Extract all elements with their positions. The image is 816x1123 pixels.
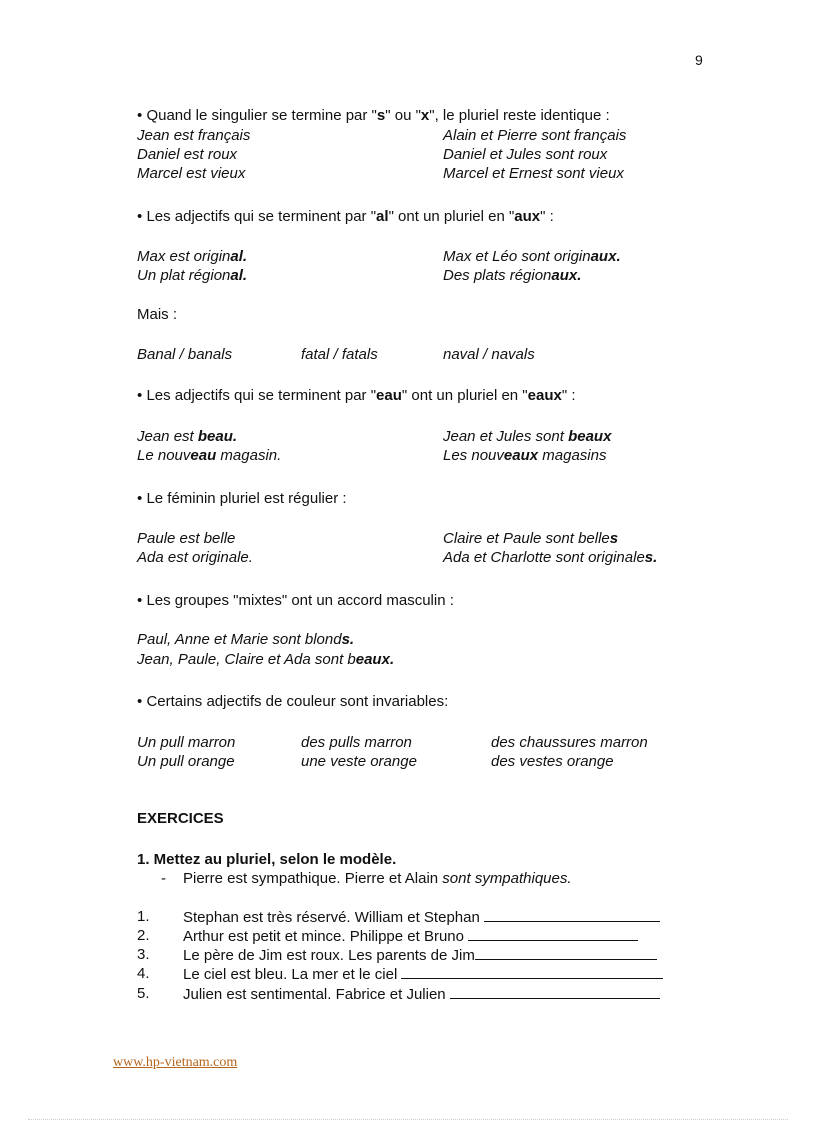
answer-blank[interactable] xyxy=(475,945,657,960)
bullet-icon: • xyxy=(137,490,143,507)
bullet-icon: • xyxy=(137,592,143,609)
rule-feminine-heading: • Le féminin pluriel est régulier : xyxy=(137,490,347,507)
rule-colors-heading: • Certains adjectifs de couleur sont invariables: xyxy=(137,693,449,710)
bullet-icon: • xyxy=(137,387,143,404)
answer-blank[interactable] xyxy=(468,926,638,941)
bullet-icon: • xyxy=(137,107,143,124)
exercise-item-number: 3. xyxy=(137,946,150,963)
exercise-item-number: 1. xyxy=(137,908,150,925)
mais-label: Mais : xyxy=(137,306,178,323)
example-left: Paule est belle xyxy=(137,530,236,547)
bullet-icon: • xyxy=(137,693,143,710)
example-right: Des plats régionaux. xyxy=(443,267,582,284)
example-right: Jean et Jules sont beaux xyxy=(443,428,612,445)
exercises-heading: EXERCICES xyxy=(137,810,224,827)
example-left: Jean est beau. xyxy=(137,428,238,445)
answer-blank[interactable] xyxy=(401,964,663,979)
example-left: Daniel est roux xyxy=(137,146,238,163)
answer-blank[interactable] xyxy=(450,984,660,999)
answer-blank[interactable] xyxy=(484,907,660,922)
footer-link[interactable]: www.hp-vietnam.com xyxy=(113,1055,238,1070)
example-left: Le nouveau magasin. xyxy=(137,447,282,464)
exercise-item-number: 2. xyxy=(137,927,150,944)
color-example: Un pull orange xyxy=(137,753,235,770)
bullet-icon: • xyxy=(137,208,143,225)
exercise-item-number: 5. xyxy=(137,985,150,1002)
example-right: Les nouveaux magasins xyxy=(443,447,607,464)
example-right: Ada et Charlotte sont originales. xyxy=(443,549,658,566)
example-left: Max est original. xyxy=(137,248,248,265)
example-left: Ada est originale. xyxy=(137,549,253,566)
color-example: des chaussures marron xyxy=(491,734,648,751)
rule-eau-heading: • Les adjectifs qui se terminent par "eau" ont un pluriel en "eaux" : xyxy=(137,387,576,404)
exercise-item: Le père de Jim est roux. Les parents de Jim xyxy=(183,945,657,965)
exception-item: Banal / banals xyxy=(137,346,233,363)
example-left: Marcel est vieux xyxy=(137,165,246,182)
page-number: 9 xyxy=(695,52,703,68)
color-example: des vestes orange xyxy=(491,753,614,770)
rule-s-x-heading: • Quand le singulier se termine par "s" ou "x", le pluriel reste identique : xyxy=(137,107,610,124)
example-left: Un plat régional. xyxy=(137,267,248,284)
exercise-item: Arthur est petit et mince. Philippe et Bruno xyxy=(183,926,638,946)
example-right: Alain et Pierre sont français xyxy=(443,127,627,144)
rule-al-heading: • Les adjectifs qui se terminent par "al" ont un pluriel en "aux" : xyxy=(137,208,554,225)
exception-item: naval / navals xyxy=(443,346,535,363)
example-right: Marcel et Ernest sont vieux xyxy=(443,165,624,182)
example-left: Jean est français xyxy=(137,127,251,144)
exercise-item: Le ciel est bleu. La mer et le ciel xyxy=(183,964,663,984)
color-example: une veste orange xyxy=(301,753,417,770)
page-bottom-divider xyxy=(28,1119,788,1120)
rule-mixed-heading: • Les groupes "mixtes" ont un accord masculin : xyxy=(137,592,454,609)
exercise-item-number: 4. xyxy=(137,965,150,982)
exercise-item: Julien est sentimental. Fabrice et Julien xyxy=(183,984,660,1004)
exercise-item: Stephan est très réservé. William et Stephan xyxy=(183,907,660,927)
color-example: Un pull marron xyxy=(137,734,236,751)
exercise-model: Pierre est sympathique. Pierre et Alain sont sympathiques. xyxy=(183,870,572,887)
example-right: Daniel et Jules sont roux xyxy=(443,146,608,163)
example-line: Jean, Paule, Claire et Ada sont beaux. xyxy=(137,651,395,668)
example-right: Max et Léo sont originaux. xyxy=(443,248,621,265)
exercise-model-dash: - xyxy=(161,870,166,887)
example-right: Claire et Paule sont belles xyxy=(443,530,619,547)
color-example: des pulls marron xyxy=(301,734,412,751)
example-line: Paul, Anne et Marie sont blonds. xyxy=(137,631,355,648)
exercise-title: 1. Mettez au pluriel, selon le modèle. xyxy=(137,851,397,868)
exception-item: fatal / fatals xyxy=(301,346,378,363)
